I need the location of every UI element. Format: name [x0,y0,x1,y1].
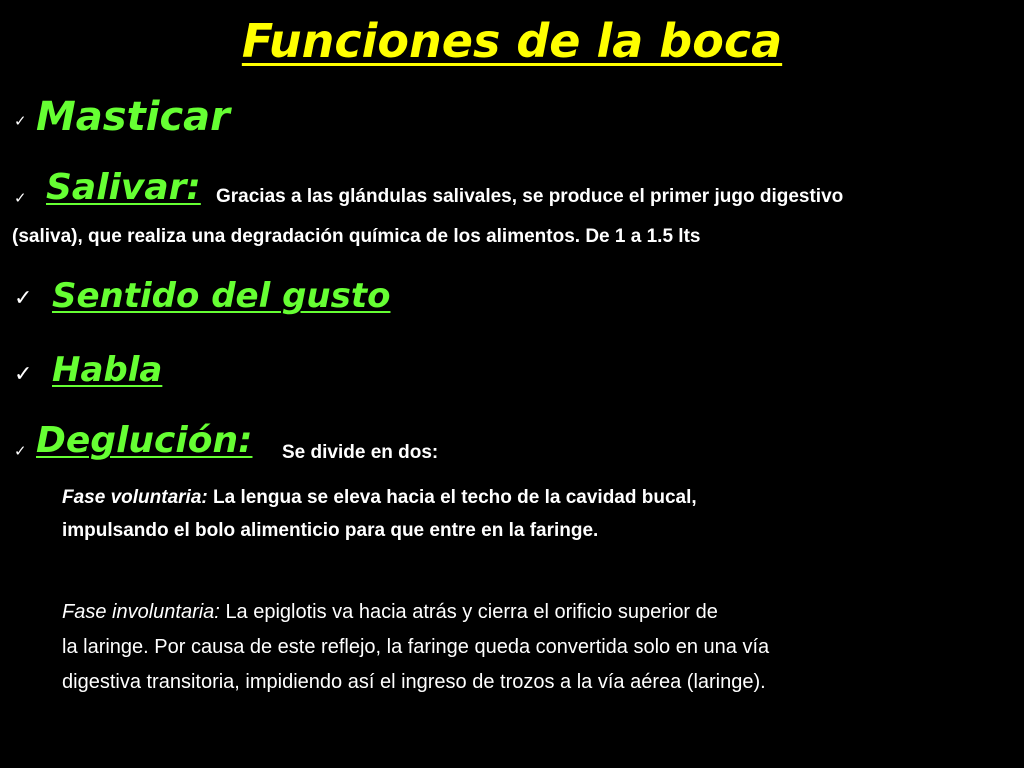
involuntary-phase-line2: la laringe. Por causa de este reflejo, la faringe queda convertida solo en una vía [62,636,770,658]
voluntary-phase-line2: impulsando el bolo alimenticio para que entre en la faringe. [62,520,599,541]
salivar-text-line1: Gracias a las glándulas salivales, se produce el primer jugo digestivo [216,186,844,207]
involuntary-phase-text1: La epiglotis va hacia atrás y cierra el orificio superior de [225,601,718,623]
checkmark-icon: ✓ [14,286,33,311]
item-salivar: Salivar: [46,167,201,208]
deglucion-text: Se divide en dos: [282,442,439,463]
item-deglucion: Deglución: [36,420,253,461]
checkmark-icon: ✓ [14,189,27,207]
item-sentido-del-gusto: Sentido del gusto [52,276,391,316]
voluntary-phase-label: Fase voluntaria: [62,487,208,508]
involuntary-phase-line3: digestiva transitoria, impidiendo así el ingreso de trozos a la vía aérea (laringe). [62,671,766,693]
checkmark-icon: ✓ [14,112,27,130]
checkmark-icon: ✓ [14,362,33,387]
salivar-text-line2: (saliva), que realiza una degradación química de los alimentos. De 1 a 1.5 lts [12,226,701,247]
involuntary-phase-label: Fase involuntaria: [62,601,220,623]
voluntary-phase-line1 [62,487,697,509]
involuntary-phase-line1 [62,601,718,624]
item-habla: Habla [52,350,163,390]
checkmark-icon: ✓ [14,442,27,460]
item-masticar: Masticar [36,94,230,140]
slide-title: Funciones de la boca [241,14,783,68]
voluntary-phase-text1: La lengua se eleva hacia el techo de la cavidad bucal, [213,487,697,508]
